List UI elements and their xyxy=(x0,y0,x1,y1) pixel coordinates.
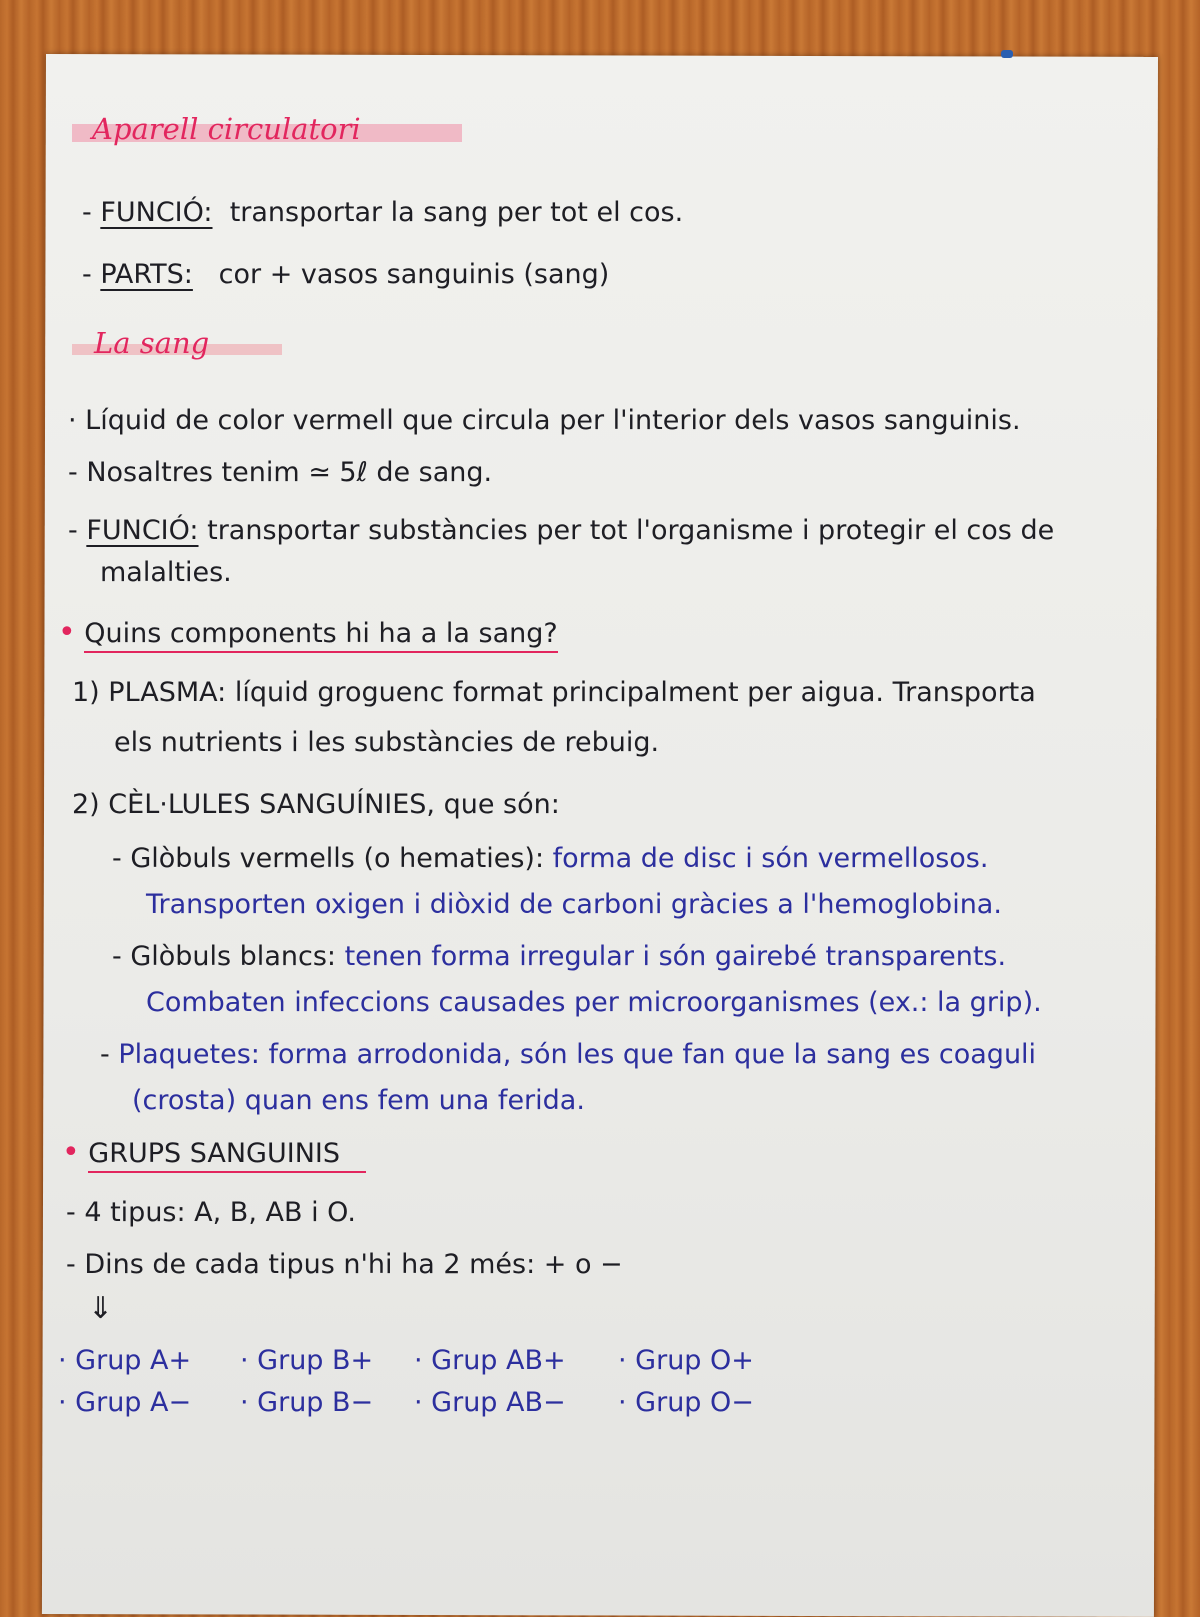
blancs-label: Glòbuls blancs: xyxy=(130,941,336,972)
grup-a-plus: · Grup A+ xyxy=(58,1345,192,1376)
down-arrow-icon: ⇓ xyxy=(88,1291,114,1326)
blancs-cont: Combaten infeccions causades per microorganismes (ex.: la grip). xyxy=(146,987,1042,1018)
plaquetes-label: Plaquetes: xyxy=(118,1039,260,1070)
sang-funcio-line: - FUNCIÓ: transportar substàncies per tot l'organisme i protegir el cos de xyxy=(68,515,1055,546)
parts-text: cor + vasos sanguinis (sang) xyxy=(218,259,610,290)
funcio-text: transportar la sang per tot el cos. xyxy=(229,197,684,228)
blancs-text: tenen forma irregular i són gairebé transparents. xyxy=(344,941,1007,972)
grups-heading-line xyxy=(62,1136,366,1171)
grup-ab-minus: · Grup AB− xyxy=(414,1387,566,1418)
grup-item: Grup B− xyxy=(257,1387,374,1418)
vermells-label: Glòbuls vermells (o hematies): xyxy=(130,843,545,874)
grup-item: Grup O− xyxy=(635,1387,754,1418)
parts-line: - PARTS: cor + vasos sanguinis (sang) xyxy=(82,259,610,290)
bullet-dot: • xyxy=(62,1135,80,1170)
sang-funcio-label: FUNCIÓ: xyxy=(86,515,199,546)
grup-item: Grup A+ xyxy=(75,1345,192,1376)
vermells-text: forma de disc i són vermellosos. xyxy=(552,843,989,874)
sang-heading: La sang xyxy=(94,326,210,360)
blancs-line: - Glòbuls blancs: tenen forma irregular i són gairebé transparents. xyxy=(112,941,1007,972)
grups-line2: - Dins de cada tipus n'hi ha 2 més: + o − xyxy=(66,1249,623,1280)
sang-line2-text: Nosaltres tenim ≃ 5ℓ de sang. xyxy=(86,457,493,488)
grup-ab-plus: · Grup AB+ xyxy=(414,1345,566,1376)
vermells-cont: Transporten oxigen i diòxid de carboni gràcies a l'hemoglobina. xyxy=(146,889,1002,920)
vermells-line: - Glòbuls vermells (o hematies): forma de disc i són vermellosos. xyxy=(112,843,989,874)
grup-a-minus: · Grup A− xyxy=(58,1387,192,1418)
funcio-label: FUNCIÓ: xyxy=(100,197,213,228)
sang-funcio-text: transportar substàncies per tot l'organisme i protegir el cos de xyxy=(207,515,1055,546)
pin-mark xyxy=(1001,50,1013,58)
grup-item: Grup AB− xyxy=(431,1387,566,1418)
plaquetes-line: - Plaquetes: forma arrodonida, són les que fan que la sang es coaguli xyxy=(100,1039,1037,1070)
plasma-label: 1) PLASMA: xyxy=(72,677,227,708)
grups-line1-text: 4 tipus: A, B, AB i O. xyxy=(84,1197,356,1228)
grups-line2-text: Dins de cada tipus n'hi ha 2 més: + o − xyxy=(84,1249,623,1280)
grup-b-minus: · Grup B− xyxy=(240,1387,374,1418)
plasma-text: líquid groguenc format principalment per aigua. Transporta xyxy=(234,677,1036,708)
cells-heading: 2) CÈL·LULES SANGUÍNIES, que són: xyxy=(72,789,560,820)
plaquetes-cont: (crosta) quan ens fem una ferida. xyxy=(132,1085,585,1116)
components-question-line xyxy=(58,616,558,651)
grup-o-plus: · Grup O+ xyxy=(618,1345,754,1376)
bullet-dot: • xyxy=(58,615,76,650)
grup-item: Grup A− xyxy=(75,1387,192,1418)
plasma-cont: els nutrients i les substàncies de rebuig. xyxy=(114,727,660,758)
grups-heading: GRUPS SANGUINIS xyxy=(88,1138,366,1173)
parts-label: PARTS: xyxy=(100,259,193,290)
grup-item: Grup O+ xyxy=(635,1345,754,1376)
components-question: Quins components hi ha a la sang? xyxy=(84,618,557,653)
grup-b-plus: · Grup B+ xyxy=(240,1345,374,1376)
plasma-line xyxy=(72,676,1036,710)
plaquetes-text: forma arrodonida, són les que fan que la sang es coaguli xyxy=(268,1039,1037,1070)
grup-o-minus: · Grup O− xyxy=(618,1387,754,1418)
sang-line2: - Nosaltres tenim ≃ 5ℓ de sang. xyxy=(68,457,493,488)
sang-line1-text: Líquid de color vermell que circula per l'interior dels vasos sanguinis. xyxy=(85,405,1021,436)
page-title: Aparell circulatori xyxy=(92,112,361,146)
sang-funcio-cont: malalties. xyxy=(100,557,232,588)
sang-line1: · Líquid de color vermell que circula per l'interior dels vasos sanguinis. xyxy=(68,405,1021,436)
funcio-line: - FUNCIÓ: transportar la sang per tot el cos. xyxy=(82,197,684,228)
grup-item: Grup AB+ xyxy=(431,1345,566,1376)
grups-line1: - 4 tipus: A, B, AB i O. xyxy=(66,1197,356,1228)
grup-item: Grup B+ xyxy=(257,1345,374,1376)
